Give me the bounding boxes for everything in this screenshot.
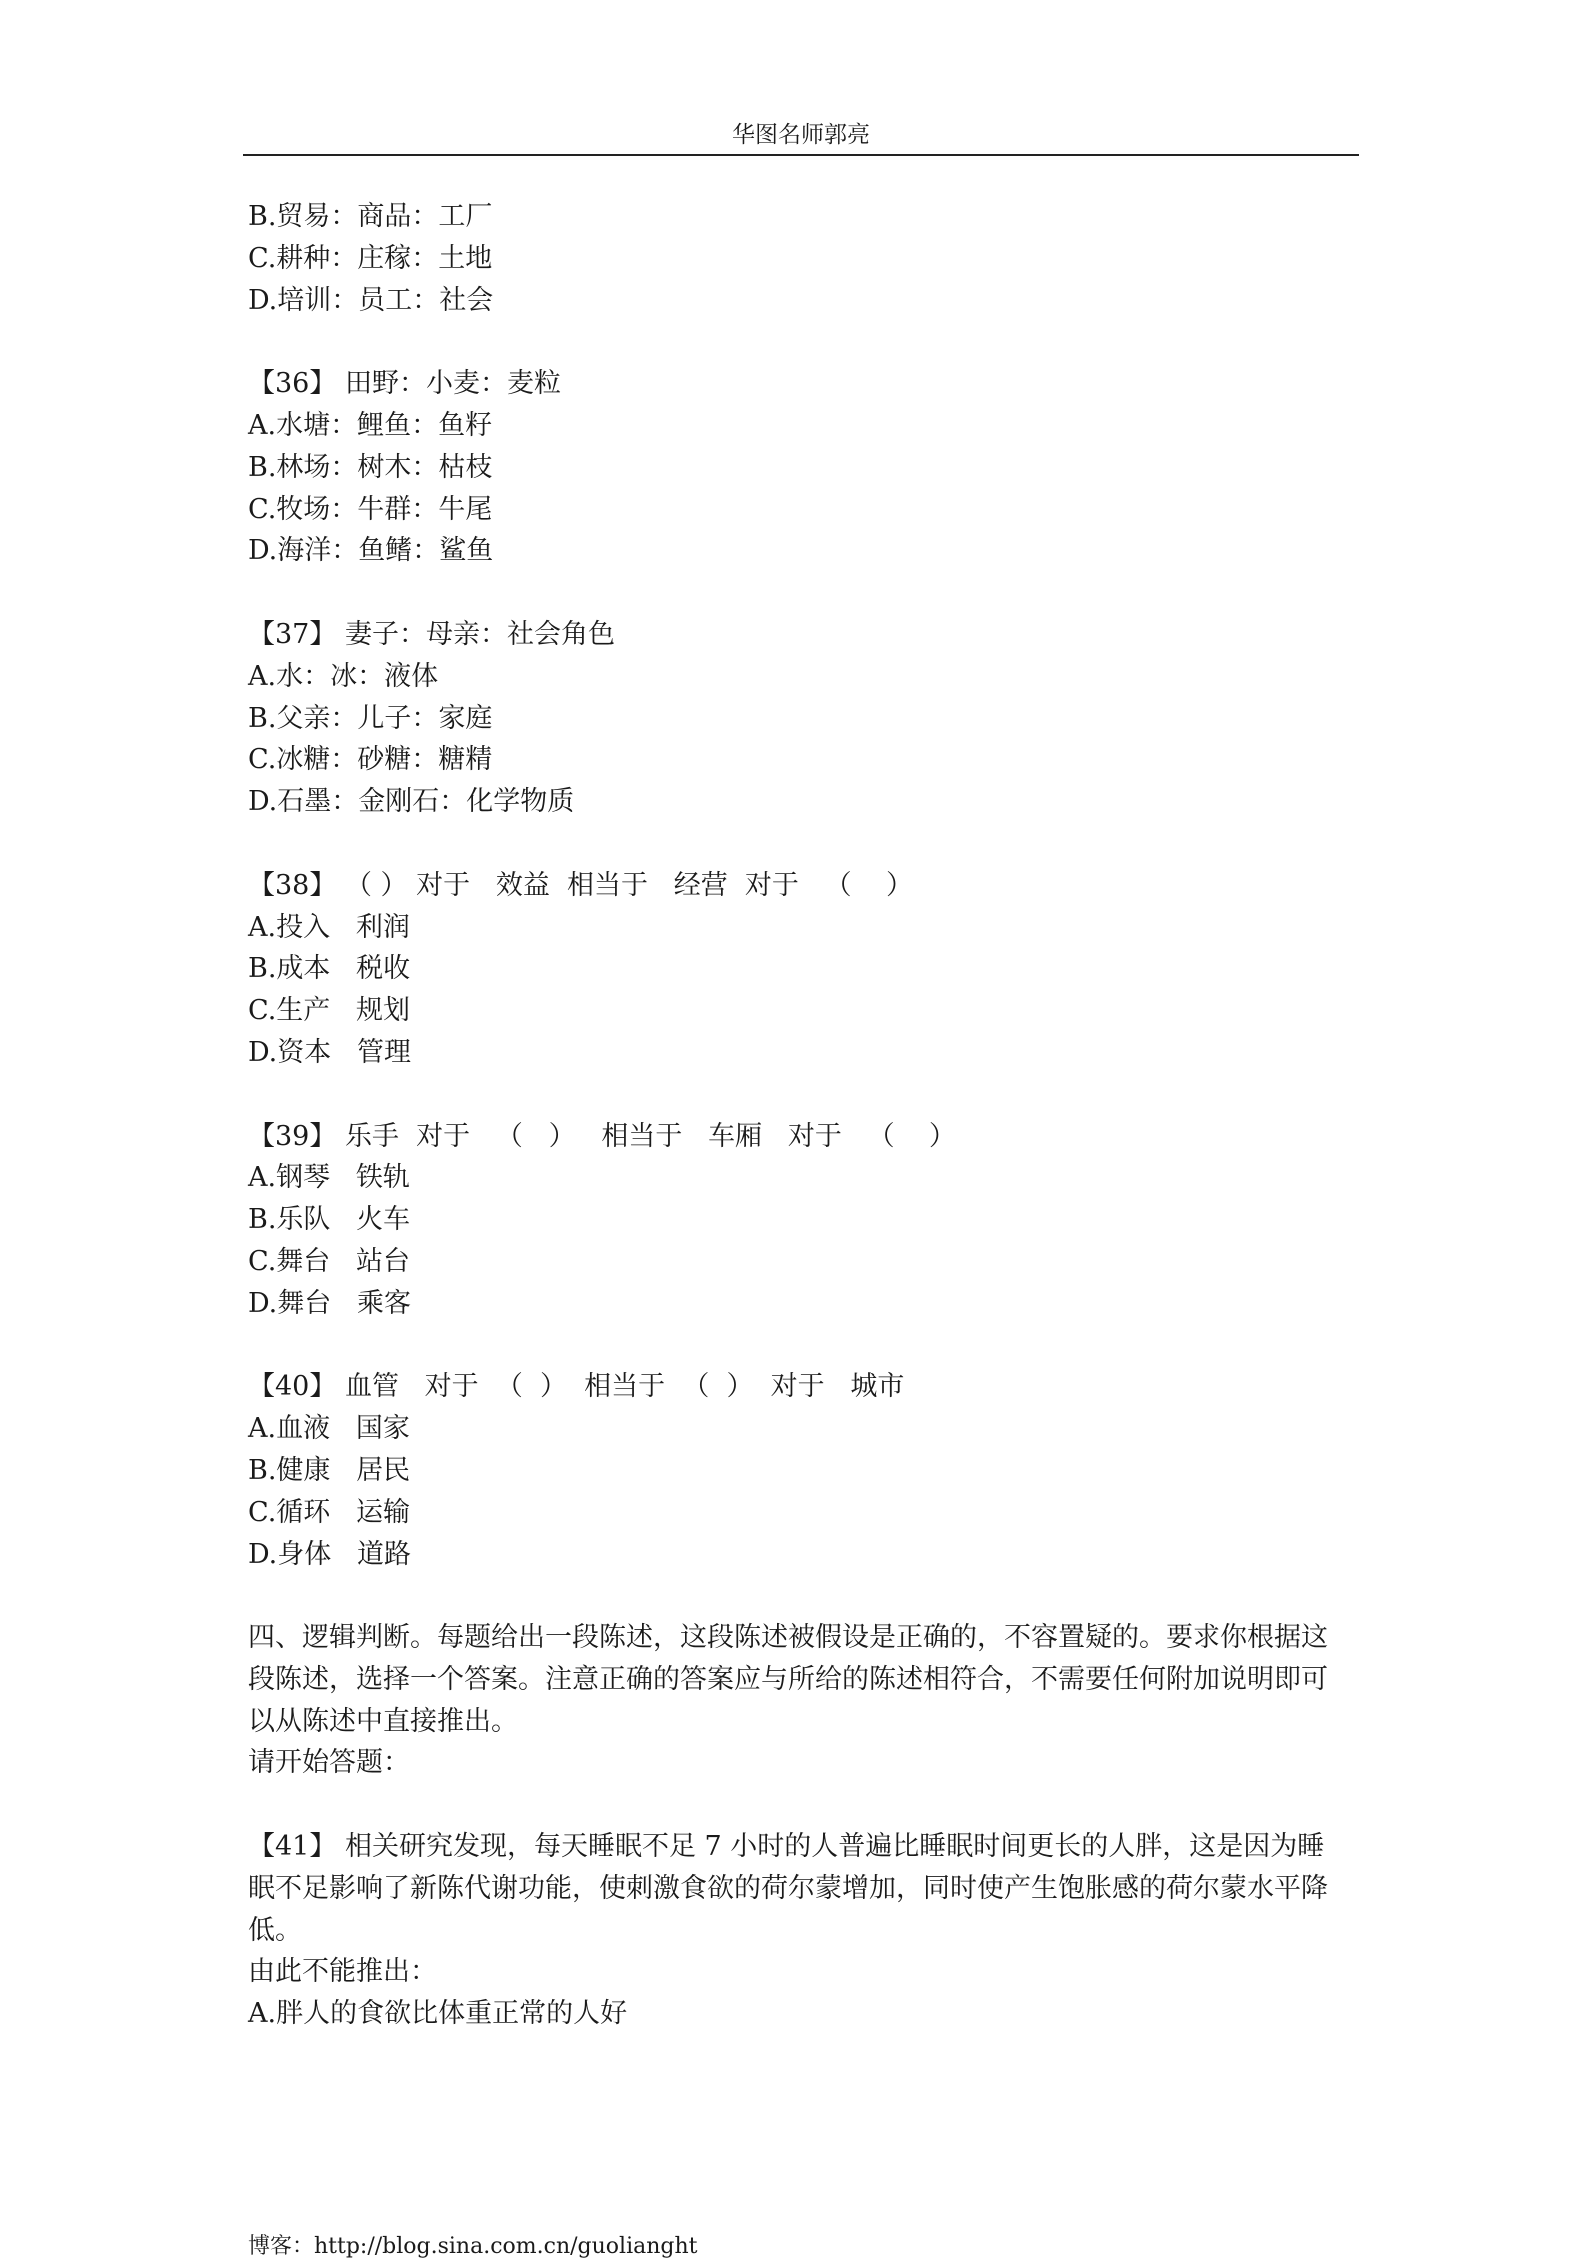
option-line: D.资本 管理 (248, 1036, 412, 1068)
option-line: B.健康 居民 (248, 1454, 411, 1486)
question-stem: 【38】 （ ） 对于 效益 相当于 经营 对于 （ ） (248, 869, 914, 901)
spacer (248, 572, 1358, 614)
footer-blog-url: 博客：http://blog.sina.com.cn/guolianght (248, 2234, 698, 2259)
option-line: C.冰糖：砂糖：糖精 (248, 744, 493, 776)
option-line: B.乐队 火车 (248, 1204, 411, 1236)
option-line: C.生产 规划 (248, 995, 411, 1027)
section-intro-line: 四、逻辑判断。每题给出一段陈述，这段陈述被假设是正确的，不容置疑的。要求你根据这 (248, 1622, 1328, 1654)
header-rule (243, 154, 1359, 156)
spacer (248, 1784, 1358, 1826)
option-line: A.血液 国家 (248, 1413, 410, 1445)
spacer (248, 1074, 1358, 1116)
document-body (248, 196, 1358, 2035)
question-stem-line: 低。 (248, 1914, 302, 1946)
spacer (248, 1575, 1358, 1617)
option-line: D.石墨：金刚石：化学物质 (248, 786, 575, 818)
option-line: D.舞台 乘客 (248, 1287, 412, 1319)
question-stem: 【37】 妻子：母亲：社会角色 (248, 618, 615, 650)
option-line: A.钢琴 铁轨 (248, 1162, 410, 1194)
option-line: B.贸易：商品：工厂 (248, 201, 493, 232)
question-stem: 【36】 田野：小麦：麦粒 (248, 368, 561, 400)
option-line: C.舞台 站台 (248, 1245, 411, 1277)
option-line: A.水：冰：液体 (248, 660, 439, 692)
option-line: C.牧场：牛群：牛尾 (248, 493, 493, 525)
option-line: D.身体 道路 (248, 1538, 412, 1570)
option-line: D.海洋：鱼鳍：鲨鱼 (248, 535, 494, 567)
option-line: B.成本 税收 (248, 953, 411, 985)
option-line: A.投入 利润 (248, 911, 410, 943)
option-line: A.水塘：鲤鱼：鱼籽 (248, 409, 493, 441)
spacer (248, 1325, 1358, 1367)
question-stem-line: 眠不足影响了新陈代谢功能，使刺激食欲的荷尔蒙增加，同时使产生饱胀感的荷尔蒙水平降 (248, 1872, 1328, 1904)
section-prompt: 请开始答题： (248, 1747, 410, 1779)
question-stem-line: 【41】 相关研究发现，每天睡眠不足 7 小时的人普遍比睡眠时间更长的人胖，这是因为睡 (248, 1831, 1325, 1863)
page-header-title: 华图名师郭亮 (732, 122, 870, 148)
option-line: C.耕种：庄稼：土地 (248, 242, 493, 274)
question-ask: 由此不能推出： (248, 1956, 437, 1988)
question-stem: 【40】 血管 对于 （ ） 相当于 （ ） 对于 城市 (248, 1371, 905, 1403)
option-line: B.父亲：儿子：家庭 (248, 702, 493, 734)
spacer (248, 823, 1358, 865)
option-line: A.胖人的食欲比体重正常的人好 (248, 1998, 628, 2030)
section-intro-line: 段陈述，选择一个答案。注意正确的答案应与所给的陈述相符合，不需要任何附加说明即可 (248, 1663, 1328, 1695)
section-intro-line: 以从陈述中直接推出。 (248, 1705, 518, 1737)
spacer (248, 321, 1358, 363)
option-line: D.培训：员工：社会 (248, 284, 494, 316)
option-line: C.循环 运输 (248, 1496, 411, 1528)
question-stem: 【39】 乐手 对于 （ ） 相当于 车厢 对于 （ ） (248, 1120, 956, 1152)
option-line: B.林场：树木：枯枝 (248, 451, 493, 483)
